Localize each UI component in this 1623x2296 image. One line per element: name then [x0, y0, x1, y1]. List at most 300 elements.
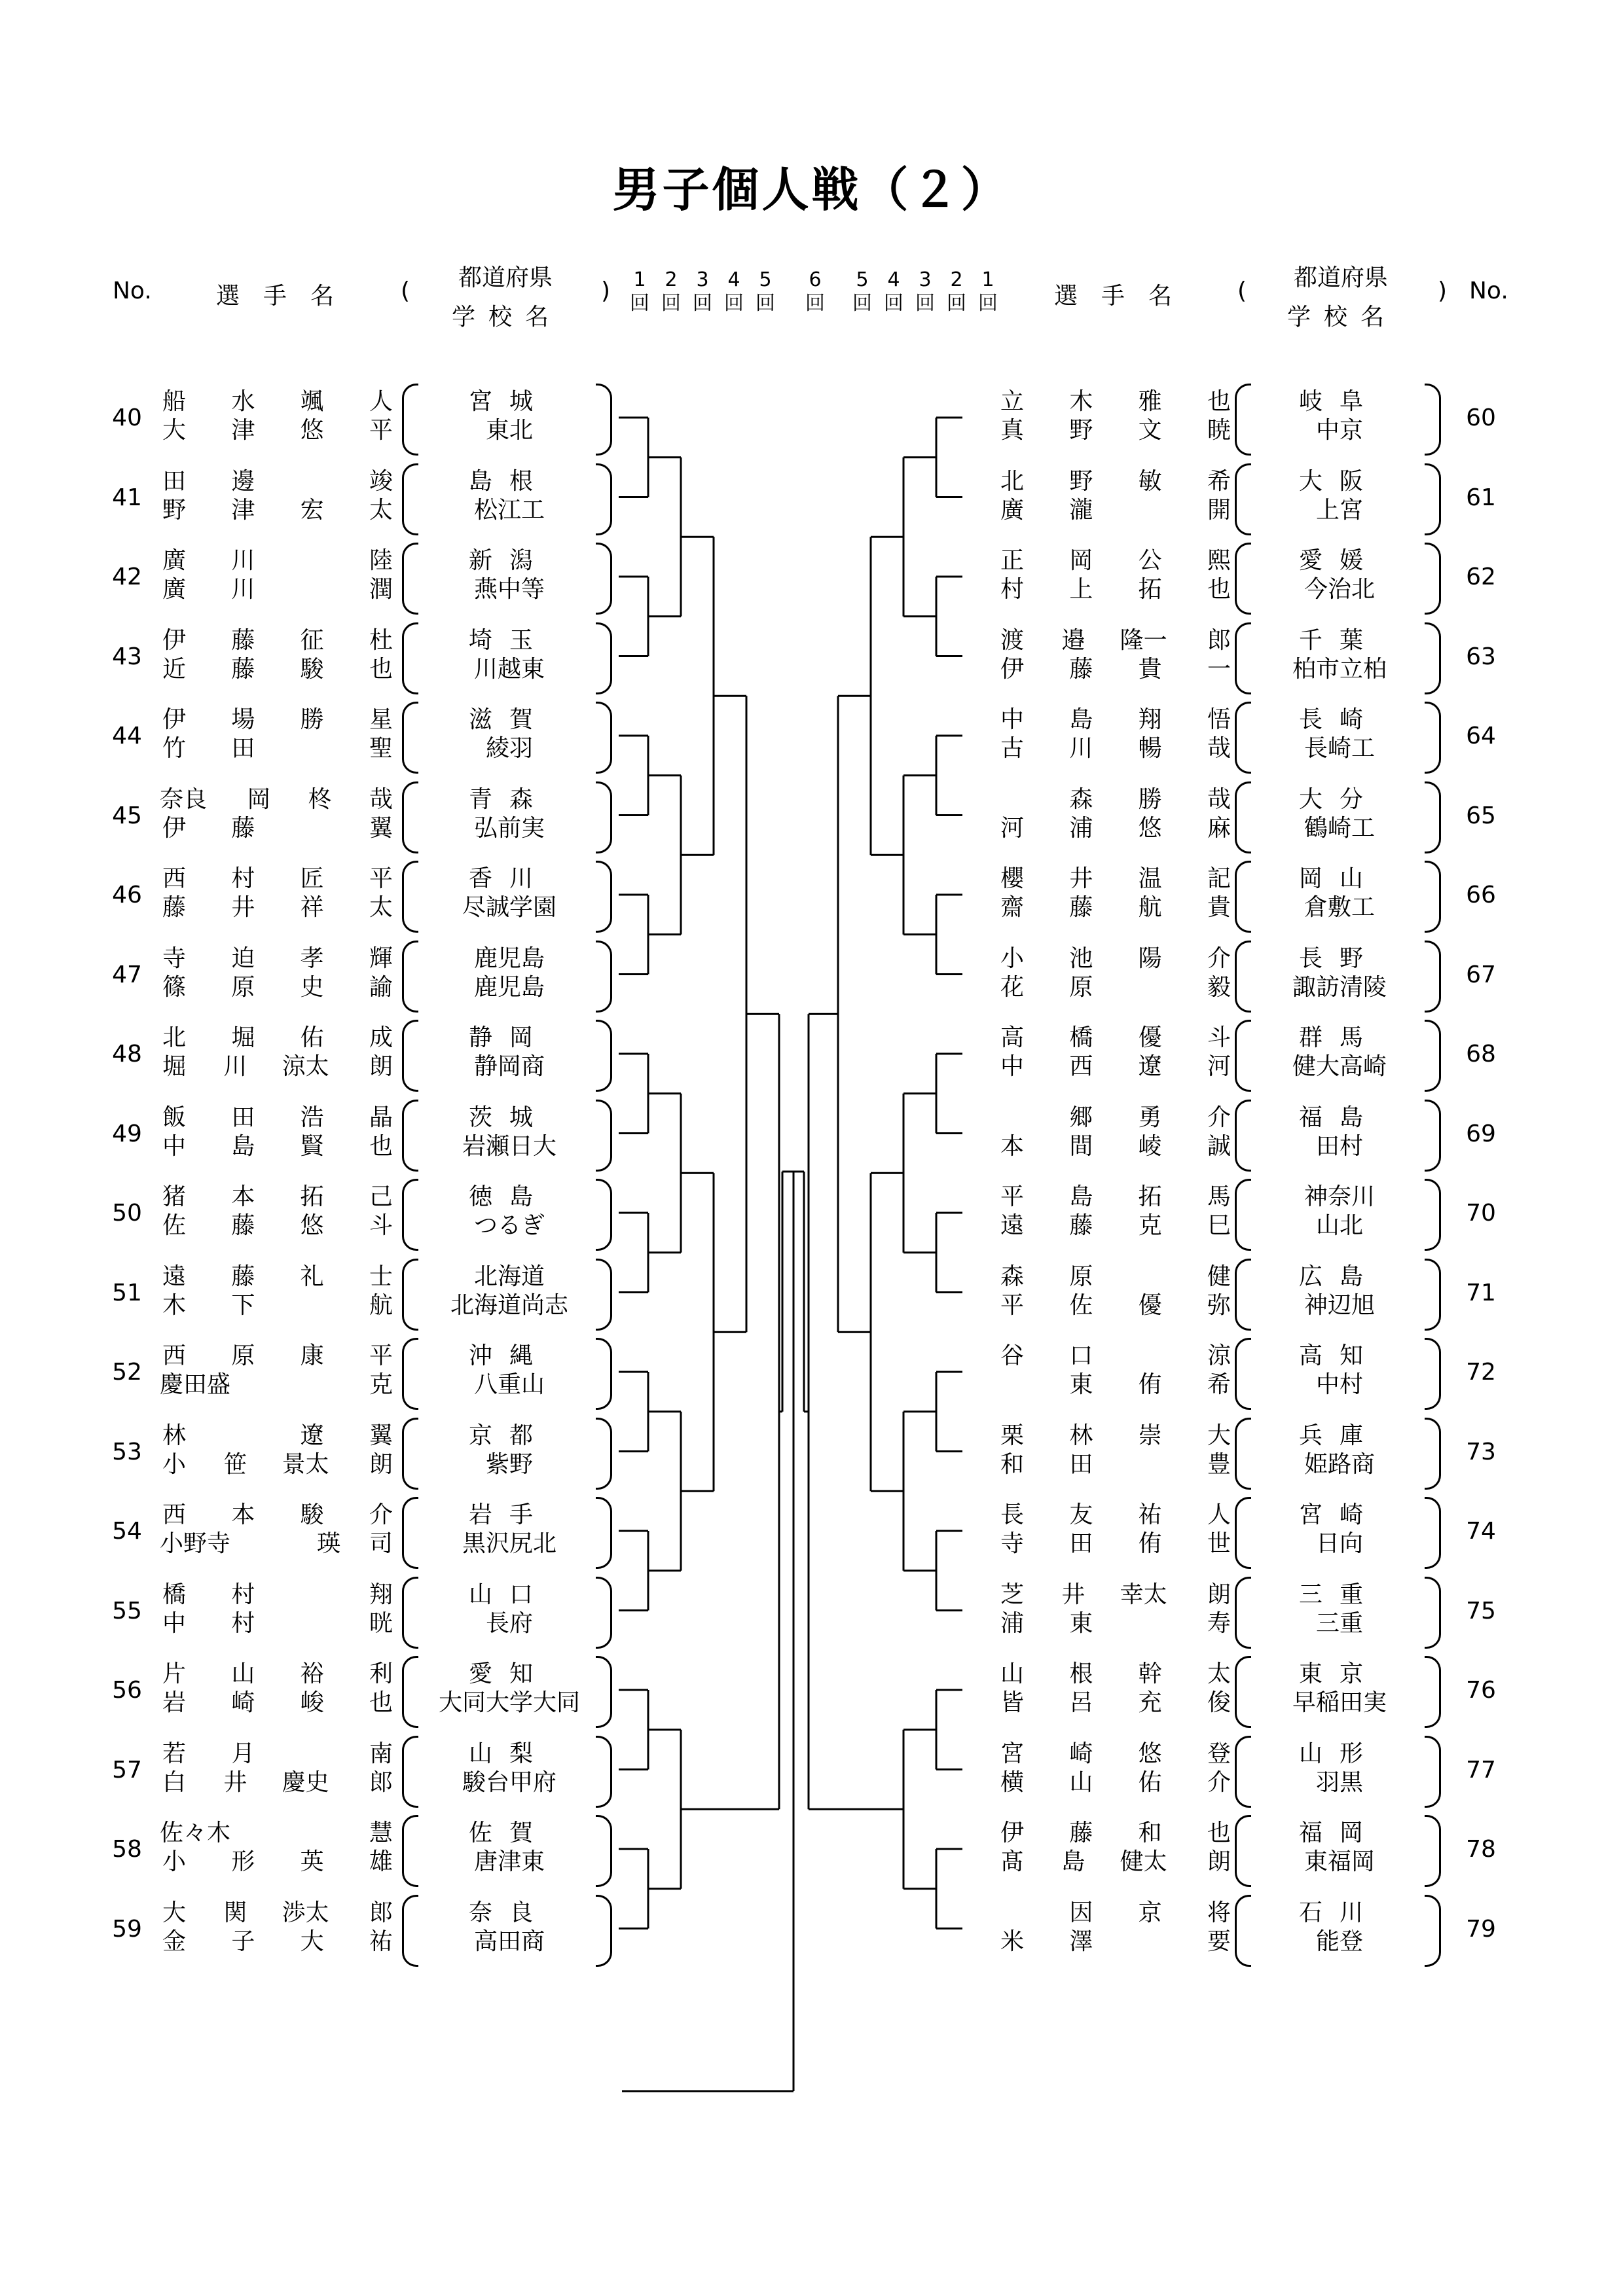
name-part: 川	[231, 576, 255, 603]
name-part: 浦	[1000, 1609, 1024, 1637]
entry-number: 60	[1466, 404, 1496, 431]
name-part: 熙	[1207, 547, 1231, 574]
name-part: 堀	[231, 1024, 255, 1051]
name-part: 俊	[1207, 1689, 1231, 1716]
name-part: 原	[231, 1342, 255, 1369]
school: 紫野	[485, 1450, 533, 1478]
name-part: 木	[162, 1291, 186, 1319]
name-part: 岩	[162, 1689, 186, 1716]
entry-number: 72	[1466, 1359, 1496, 1386]
name-part: 要	[1207, 1928, 1231, 1955]
school: 高田商	[473, 1928, 545, 1955]
entry-number: 49	[112, 1120, 142, 1147]
round-unit: 回	[630, 292, 649, 315]
entry-number: 42	[112, 564, 142, 590]
school: 中京	[1315, 417, 1363, 444]
name-part: 藤	[231, 655, 255, 683]
round-number: 3	[919, 268, 932, 291]
name-part: 朗	[1207, 1581, 1231, 1608]
name-part: 藤	[231, 814, 255, 842]
name-part: 哉	[1207, 785, 1231, 813]
school: 上宮	[1315, 496, 1363, 524]
school: 三重	[1315, 1609, 1363, 1637]
name-part: 井	[231, 894, 255, 921]
school: 鶴崎工	[1304, 814, 1375, 842]
name-part: 遼	[300, 1422, 324, 1449]
prefecture: 千葉	[1298, 626, 1380, 654]
name-part: 平	[369, 865, 393, 892]
prefecture: 奈良	[468, 1899, 550, 1926]
name-part: 温	[1138, 865, 1162, 892]
name-part: 竣	[369, 467, 393, 495]
name-part: 人	[369, 388, 393, 415]
header-prefecture-right: 都道府県	[1294, 264, 1389, 291]
name-part: 村	[231, 865, 255, 892]
entry-number: 51	[112, 1279, 142, 1306]
name-part: 涼太	[282, 1053, 329, 1080]
school: 松江工	[473, 496, 545, 524]
name-part: 勝	[1138, 785, 1162, 813]
name-part: 小	[162, 1848, 186, 1875]
name-part: 勇	[1138, 1103, 1162, 1131]
prefecture: 鹿児島	[473, 944, 545, 972]
name-part: 貴	[1207, 894, 1231, 921]
name-part: 充	[1138, 1689, 1162, 1716]
name-part: 木	[1069, 388, 1093, 415]
name-part: 司	[369, 1530, 393, 1557]
name-part: 廣	[162, 547, 186, 574]
name-part: 古	[1000, 735, 1024, 762]
entry-number: 74	[1466, 1518, 1496, 1545]
school: 羽黒	[1315, 1768, 1363, 1796]
name-part: 弥	[1207, 1291, 1231, 1319]
entry-number: 56	[112, 1677, 142, 1704]
name-part: 平	[369, 417, 393, 444]
name-part: 島	[1069, 706, 1093, 733]
name-part: 将	[1207, 1899, 1231, 1926]
name-part: 士	[369, 1263, 393, 1290]
name-part: 佐	[162, 1212, 186, 1239]
name-part: 崚	[1138, 1132, 1162, 1160]
name-part: 也	[1207, 1820, 1231, 1846]
name-part: 川	[223, 1053, 247, 1080]
prefecture: 宮城	[468, 388, 550, 415]
entry-number: 58	[112, 1836, 142, 1863]
round-unit: 回	[756, 292, 775, 315]
header-name-left: 選手名	[216, 283, 358, 310]
name-part: 輝	[369, 944, 393, 972]
name-part: 和	[1138, 1820, 1162, 1846]
prefecture: 山形	[1298, 1740, 1380, 1767]
name-part: 大	[300, 1928, 324, 1955]
header-close-paren-right: )	[1438, 278, 1448, 304]
round-unit: 回	[852, 292, 872, 315]
name-part: 公	[1138, 547, 1162, 574]
name-part: 介	[1207, 1103, 1231, 1131]
header-close-paren-left: )	[601, 278, 611, 304]
name-part: 山	[1000, 1660, 1024, 1687]
name-part: 涼	[1207, 1342, 1231, 1369]
name-part: 斗	[1207, 1024, 1231, 1051]
name-part: 征	[300, 626, 324, 654]
school: 岩瀬日大	[462, 1132, 556, 1160]
name-part: 森	[1069, 785, 1093, 813]
prefecture: 神奈川	[1304, 1183, 1375, 1210]
name-part: 太	[369, 496, 393, 524]
school: 駿台甲府	[462, 1768, 556, 1796]
school: 能登	[1315, 1928, 1363, 1955]
name-part: 裕	[300, 1660, 324, 1687]
name-part: 祐	[1138, 1501, 1162, 1528]
name-part: 隆一	[1120, 626, 1167, 654]
round-number: 2	[665, 268, 678, 291]
name-part: 船	[162, 388, 186, 415]
name-part: 田	[231, 1103, 255, 1131]
prefecture: 島根	[468, 467, 550, 495]
name-part: 原	[1069, 973, 1093, 1001]
name-part: 根	[1069, 1660, 1093, 1687]
school: 黒沢尻北	[462, 1530, 556, 1557]
prefecture: 高知	[1298, 1342, 1380, 1369]
name-part: 長	[1000, 1501, 1024, 1528]
prefecture: 長野	[1298, 944, 1380, 972]
name-part: 渉太	[282, 1899, 329, 1926]
name-part: 佑	[300, 1024, 324, 1051]
school: 北海道尚志	[450, 1291, 568, 1319]
prefecture: 岐阜	[1298, 388, 1380, 415]
name-part: 口	[1069, 1342, 1093, 1369]
name-part: 田	[1069, 1450, 1093, 1478]
name-part: 藤	[162, 894, 186, 921]
name-part: 真	[1000, 417, 1024, 444]
name-part: 世	[1207, 1530, 1231, 1557]
entry-number: 62	[1466, 564, 1496, 590]
prefecture: 新潟	[468, 547, 550, 574]
entry-number: 65	[1466, 802, 1496, 829]
name-part: 克	[369, 1371, 393, 1398]
name-part: 英	[300, 1848, 324, 1875]
name-part: 水	[231, 388, 255, 415]
name-part: 堀	[162, 1053, 186, 1080]
name-part: 野	[162, 496, 186, 524]
entry-number: 45	[112, 802, 142, 829]
name-part: 郎	[369, 1768, 393, 1796]
name-part: 村	[231, 1581, 255, 1608]
name-part: 健太	[1120, 1848, 1167, 1875]
name-part: 中	[1000, 1053, 1024, 1080]
name-part: 平	[1000, 1183, 1024, 1210]
entry-number: 47	[112, 961, 142, 988]
name-part: 馬	[1207, 1183, 1231, 1210]
name-part: 小	[1000, 944, 1024, 972]
name-part: 井	[223, 1768, 247, 1796]
round-unit: 回	[661, 292, 681, 315]
name-part: 林	[162, 1422, 186, 1449]
name-part: 遠	[1000, 1212, 1024, 1239]
name-part: 崎	[231, 1689, 255, 1716]
prefecture: 長崎	[1298, 706, 1380, 733]
round-unit: 回	[884, 292, 903, 315]
prefecture: 山梨	[468, 1740, 550, 1767]
school: 大同大学大同	[438, 1689, 580, 1716]
name-part: 田	[162, 467, 186, 495]
name-part: 原	[1069, 1263, 1093, 1290]
name-part: 颯	[300, 388, 324, 415]
name-part: 西	[162, 1342, 186, 1369]
name-part: 猪	[162, 1183, 186, 1210]
name-part: 礼	[300, 1263, 324, 1290]
name-part: 己	[369, 1183, 393, 1210]
name-part: 希	[1207, 1371, 1231, 1398]
name-part: 花	[1000, 973, 1024, 1001]
name-part: 也	[1207, 576, 1231, 603]
name-part: 寿	[1207, 1609, 1231, 1637]
name-part: 伊	[162, 626, 186, 654]
name-part: 大	[162, 1899, 186, 1926]
round-number: 4	[887, 268, 900, 291]
name-part: 柊	[308, 785, 332, 813]
name-part: 川	[1069, 735, 1093, 762]
name-part: 間	[1069, 1132, 1093, 1160]
prefecture: 香川	[468, 865, 550, 892]
name-part: 健	[1207, 1263, 1231, 1290]
name-part: 翔	[369, 1581, 393, 1608]
name-part: 本	[231, 1501, 255, 1528]
prefecture: 福岡	[1298, 1820, 1380, 1846]
name-part: 翔	[1138, 706, 1162, 733]
name-part: 悠	[1138, 814, 1162, 842]
school: 柏市立柏	[1292, 655, 1387, 683]
name-part: 近	[162, 655, 186, 683]
prefecture: 山口	[468, 1581, 550, 1608]
school: 田村	[1315, 1132, 1363, 1160]
name-part: 北	[162, 1024, 186, 1051]
entry-number: 70	[1466, 1200, 1496, 1227]
entry-number: 54	[112, 1518, 142, 1545]
name-part: 郎	[369, 1899, 393, 1926]
name-part: 村	[1000, 576, 1024, 603]
prefecture: 大分	[1298, 785, 1380, 813]
name-part: 佐々木	[160, 1820, 231, 1846]
name-part: 芝	[1000, 1581, 1024, 1608]
name-part: 若	[162, 1740, 186, 1767]
round-number: 1	[981, 268, 994, 291]
school: 燕中等	[473, 576, 545, 603]
prefecture: 埼玉	[468, 626, 550, 654]
name-part: 陸	[369, 547, 393, 574]
entry-number: 78	[1466, 1836, 1496, 1863]
name-part: 文	[1138, 417, 1162, 444]
name-part: 孝	[300, 944, 324, 972]
name-part: 井	[1069, 865, 1093, 892]
name-part: 記	[1207, 865, 1231, 892]
entry-number: 52	[112, 1359, 142, 1386]
name-part: 藤	[1069, 894, 1093, 921]
name-part: 金	[162, 1928, 186, 1955]
entry-number: 69	[1466, 1120, 1496, 1147]
round-number: 5	[759, 268, 772, 291]
prefecture: 群馬	[1298, 1024, 1380, 1051]
name-part: 小	[162, 1450, 186, 1478]
name-part: 西	[1069, 1053, 1093, 1080]
header-school-right: 学校名	[1287, 304, 1398, 331]
name-part: 場	[231, 706, 255, 733]
name-part: 也	[369, 1689, 393, 1716]
round-number: 2	[950, 268, 963, 291]
school: 神辺旭	[1304, 1291, 1375, 1319]
name-part: 也	[369, 1132, 393, 1160]
name-part: 野	[1069, 417, 1093, 444]
entry-number: 79	[1466, 1915, 1496, 1943]
name-part: 迫	[231, 944, 255, 972]
header-prefecture-left: 都道府県	[458, 264, 553, 291]
name-part: 呂	[1069, 1689, 1093, 1716]
header-open-paren-right: (	[1237, 278, 1247, 304]
prefecture: 青森	[468, 785, 550, 813]
name-part: 景太	[282, 1450, 329, 1478]
round-number: 1	[633, 268, 646, 291]
name-part: 米	[1000, 1928, 1024, 1955]
name-part: 豊	[1207, 1450, 1231, 1478]
name-part: 賢	[300, 1132, 324, 1160]
name-part: 麻	[1207, 814, 1231, 842]
name-part: 慶田盛	[160, 1371, 231, 1398]
name-part: 晄	[369, 1609, 393, 1637]
name-part: 侑	[1138, 1371, 1162, 1398]
name-part: 島	[231, 1132, 255, 1160]
name-part: 谷	[1000, 1342, 1024, 1369]
prefecture: 広島	[1298, 1263, 1380, 1290]
name-part: 津	[231, 417, 255, 444]
name-part: 藤	[231, 1263, 255, 1290]
school: 中村	[1315, 1371, 1363, 1398]
name-part: 悠	[300, 1212, 324, 1239]
entry-number: 55	[112, 1597, 142, 1624]
school: 尽誠学園	[462, 894, 556, 921]
school: つるぎ	[473, 1212, 545, 1239]
name-part: 下	[231, 1291, 255, 1319]
name-part: 康	[300, 1342, 324, 1369]
name-part: 巳	[1207, 1212, 1231, 1239]
name-part: 聖	[369, 735, 393, 762]
name-part: 晶	[369, 1103, 393, 1131]
name-part: 誠	[1207, 1132, 1231, 1160]
name-part: 拓	[1138, 576, 1162, 603]
header-open-paren-left: (	[401, 278, 410, 304]
name-part: 寺	[1000, 1530, 1024, 1557]
name-part: 優	[1138, 1291, 1162, 1319]
name-part: 諭	[369, 973, 393, 1001]
entry-number: 77	[1466, 1756, 1496, 1784]
name-part: 藤	[1069, 1820, 1093, 1846]
name-part: 斗	[369, 1212, 393, 1239]
name-part: 慶史	[282, 1768, 329, 1796]
name-part: 京	[1138, 1899, 1162, 1926]
name-part: 高	[1000, 1024, 1024, 1051]
name-part: 勝	[300, 706, 324, 733]
round-unit: 回	[693, 292, 712, 315]
name-part: 齋	[1000, 894, 1024, 921]
round-number: 4	[727, 268, 740, 291]
name-part: 河	[1207, 1053, 1231, 1080]
name-part: 櫻	[1000, 865, 1024, 892]
name-part: 飯	[162, 1103, 186, 1131]
name-part: 伊	[162, 706, 186, 733]
prefecture: 愛媛	[1298, 547, 1380, 574]
name-part: 貴	[1138, 655, 1162, 683]
name-part: 田	[1069, 1530, 1093, 1557]
name-part: 潤	[369, 576, 393, 603]
round-unit: 回	[724, 292, 744, 315]
school: 山北	[1315, 1212, 1363, 1239]
entry-number: 41	[112, 484, 142, 511]
prefecture: 滋賀	[468, 706, 550, 733]
name-part: 也	[369, 655, 393, 683]
name-part: 克	[1138, 1212, 1162, 1239]
prefecture: 静岡	[468, 1024, 550, 1051]
name-part: 廣	[162, 576, 186, 603]
name-part: 池	[1069, 944, 1093, 972]
name-part: 栗	[1000, 1422, 1024, 1449]
name-part: 邉	[1061, 626, 1085, 654]
name-part: 星	[369, 706, 393, 733]
name-part: 暁	[1207, 417, 1231, 444]
name-part: 毅	[1207, 973, 1231, 1001]
school: 健大高崎	[1292, 1053, 1387, 1080]
name-part: 開	[1207, 496, 1231, 524]
prefecture: 佐賀	[468, 1820, 550, 1846]
name-part: 杜	[369, 626, 393, 654]
name-part: 東	[1069, 1371, 1093, 1398]
name-part: 藤	[231, 1212, 255, 1239]
name-part: 登	[1207, 1740, 1231, 1767]
name-part: 白	[162, 1768, 186, 1796]
round-unit: 回	[978, 292, 998, 315]
name-part: 関	[223, 1899, 247, 1926]
school: 日向	[1315, 1530, 1363, 1557]
name-part: 悟	[1207, 706, 1231, 733]
round-unit: 回	[947, 292, 966, 315]
prefecture: 兵庫	[1298, 1422, 1380, 1449]
entry-number: 61	[1466, 484, 1496, 511]
name-part: 宮	[1000, 1740, 1024, 1767]
name-part: 本	[231, 1183, 255, 1210]
entry-number: 66	[1466, 882, 1496, 908]
name-part: 遼	[1138, 1053, 1162, 1080]
name-part: 片	[162, 1660, 186, 1687]
name-part: 瀧	[1069, 496, 1093, 524]
round-number: 5	[856, 268, 869, 291]
entry-number: 76	[1466, 1677, 1496, 1704]
name-part: 竹	[162, 735, 186, 762]
entry-number: 64	[1466, 723, 1496, 749]
name-part: 翼	[369, 814, 393, 842]
name-part: 澤	[1069, 1928, 1093, 1955]
entry-number: 67	[1466, 961, 1496, 988]
name-part: 岡	[1069, 547, 1093, 574]
school: 早稲田実	[1292, 1689, 1387, 1716]
name-part: 山	[1069, 1768, 1093, 1796]
school: 静岡商	[473, 1053, 545, 1080]
name-part: 利	[369, 1660, 393, 1687]
name-part: 人	[1207, 1501, 1231, 1528]
name-part: 宏	[300, 496, 324, 524]
name-part: 河	[1000, 814, 1024, 842]
name-part: 髙	[1000, 1848, 1024, 1875]
name-part: 太	[1207, 1660, 1231, 1687]
entry-number: 44	[112, 723, 142, 749]
header-no-left: No.	[113, 278, 152, 304]
